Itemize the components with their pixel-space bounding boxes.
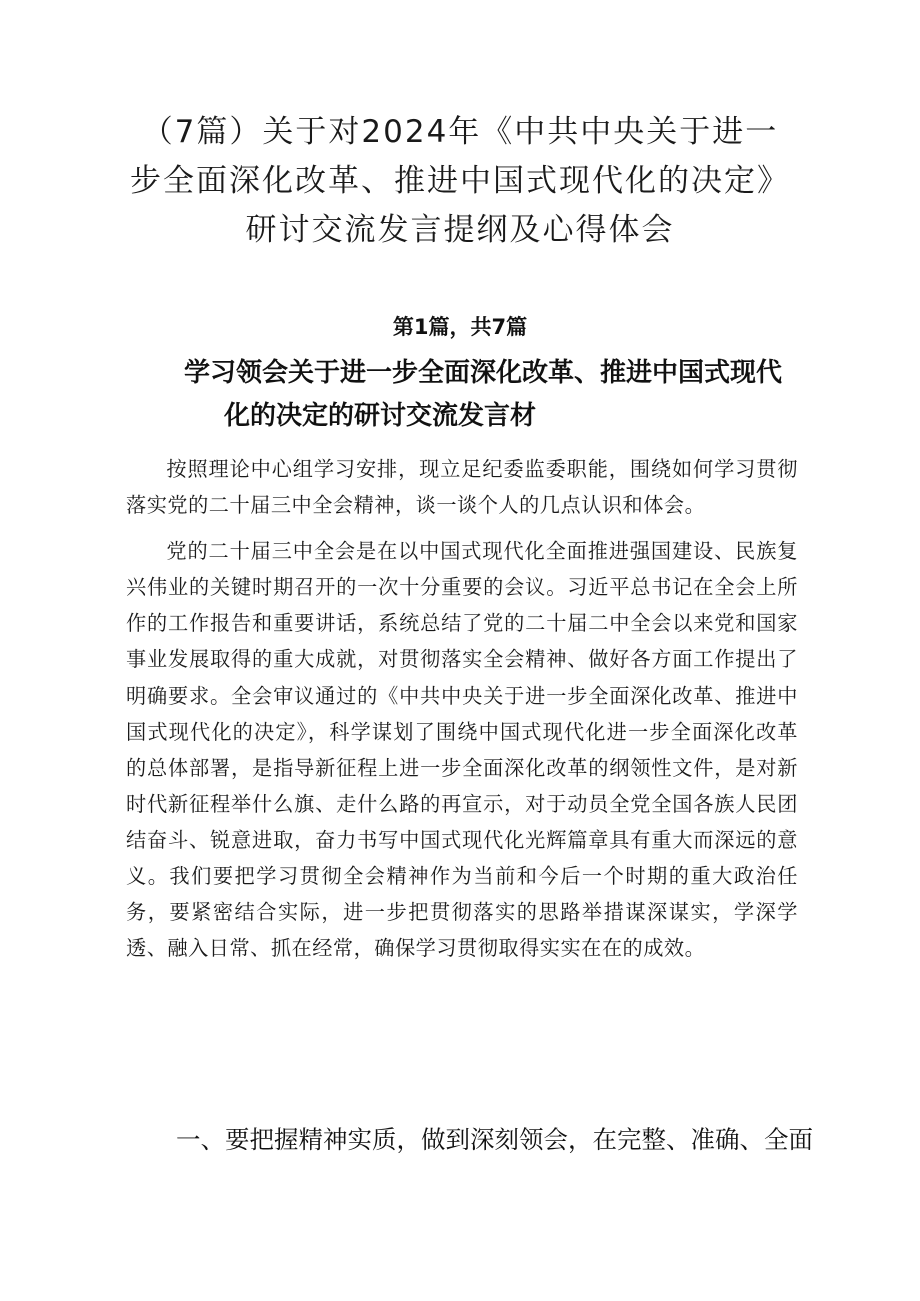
- article-subtitle: [140, 352, 800, 438]
- article-subtitle-line-2: 化的决定的研讨交流发言材: [224, 401, 537, 431]
- section-heading: 一、要把握精神实质，做到深刻领会，在完整、准确、全面: [176, 1125, 813, 1154]
- document-title-line-1: （7篇）关于对2024年《中共中央关于进一: [141, 114, 779, 150]
- article-subtitle-line-1: 学习领会关于进一步全面深化改革、推进中国式现代: [184, 358, 783, 388]
- paragraph-main: 党的二十届三中全会是在以中国式现代化全面推进强国建设、民族复兴伟业的关键时期召开的一次十分重要的会议。习近平总书记在全会上所作的工作报告和重要讲话，系统总结了党的二十届二中全会以来党和国家事业发展取得的重大成就，对贯彻落实全会精神、做好各方面工作提出了明确要求。全会审议通过的《中共中央关于进一步全面深化改革、推进中国式现代化的决定》，科学谋划了围绕中国式现代化进一步全面深化改革的总体部署，是指导新征程上进一步全面深化改革的纲领性文件，是对新时代新征程举什么旗、走什么路的再宣示，对于动员全党全国各族人民团结奋斗、锐意进取，奋力书写中国式现代化光辉篇章具有重大而深远的意义。我们要把学习贯彻全会精神作为当前和今后一个时期的重大政治任务，要紧密结合实际，进一步把贯彻落实的思路举措谋深谋实，学深学透、融入日常、抓在经常，确保学习贯彻取得实实在在的成效。: [126, 539, 798, 961]
- document-title: [110, 108, 810, 255]
- part-label: 第1篇，共7篇: [392, 315, 528, 339]
- document-title-line-2: 步全面深化改革、推进中国式现代化的决定》: [130, 163, 790, 199]
- body-text: [126, 451, 798, 976]
- paragraph-intro: 按照理论中心组学习安排，现立足纪委监委职能，围绕如何学习贯彻落实党的二十届三中全会精神，谈一谈个人的几点认识和体会。: [126, 457, 798, 518]
- document-title-line-3: 研讨交流发言提纲及心得体会: [245, 212, 675, 248]
